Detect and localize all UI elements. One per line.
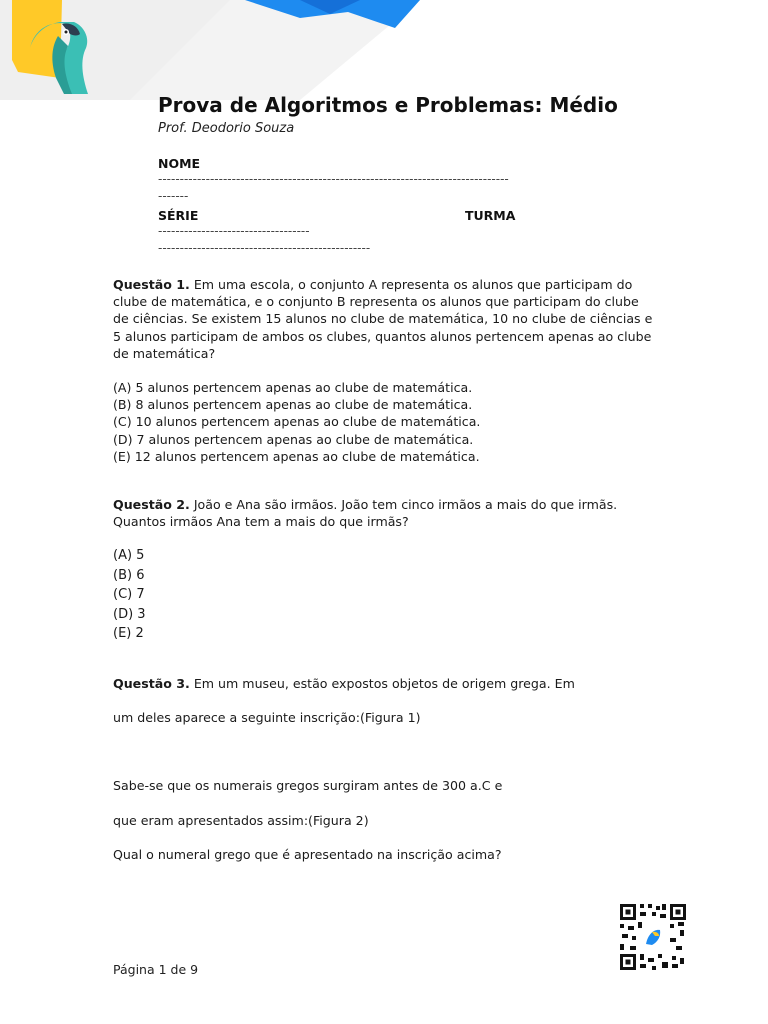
question-1-text: Questão 1. Em uma escola, o conjunto A representa os alunos que participam do clube de matemática, e o conjunto B representa os alunos que participam do clube de ciências. Se existem 15 alunos no clube de matemática, 10 no clube de ciências e 5 alunos participam de ambos os clubes, quantos alunos pertencem apenas ao clube de matemática? [113,277,653,361]
option-c: (C) 7 [113,587,145,603]
question-2-label: Questão 2. [113,497,190,512]
question-3-text: Questão 3. Em um museu, estão expostos objetos de origem grega. Em [113,676,575,691]
question-1-options [113,379,480,465]
question-3-line-3: Sabe-se que os numerais gregos surgiram antes de 300 a.C e [113,778,503,793]
option-e: (E) 2 [113,626,144,642]
nome-label: NOME [158,156,201,171]
option-c: (C) 10 alunos pertencem apenas ao clube de matemática. [113,414,481,430]
question-3-line-2: um deles aparece a seguinte inscrição:(Figura 1) [113,710,421,725]
qr-code-icon [618,902,688,972]
turma-label: TURMA [465,208,516,223]
option-a: (A) 5 [113,548,145,563]
question-1-label: Questão 1. [113,277,190,292]
question-2-text: Questão 2. João e Ana são irmãos. João tem cinco irmãos a mais do que irmãs. Quantos irmãos Ana tem a mais do que irmãs? [113,497,618,530]
header-decoration [0,0,768,100]
turma-line: ------------------------------------------------- [158,241,371,255]
page-title: Prova de Algoritmos e Problemas: Médio [158,93,618,117]
nome-line-cont: ------- [158,189,189,203]
question-3-line-5: Qual o numeral grego que é apresentado na inscrição acima? [113,847,502,862]
option-a: (A) 5 alunos pertencem apenas ao clube de matemática. [113,380,473,395]
question-3-line-4: que eram apresentados assim:(Figura 2) [113,813,369,828]
page-number: Página 1 de 9 [113,962,199,977]
serie-line: ----------------------------------- [158,224,310,238]
option-d: (D) 7 alunos pertencem apenas ao clube de matemática. [113,431,474,447]
author-name: Prof. Deodorio Souza [158,121,295,136]
nome-line: --------------------------------------------------------------------------------- [158,172,509,186]
option-b: (B) 8 alunos pertencem apenas ao clube de matemática. [113,397,473,413]
option-b: (B) 6 [113,567,145,583]
serie-label: SÉRIE [158,208,199,223]
question-3-label: Questão 3. [113,676,190,691]
question-2-options [113,546,146,644]
option-d: (D) 3 [113,606,146,622]
option-e: (E) 12 alunos pertencem apenas ao clube de matemática. [113,448,480,464]
